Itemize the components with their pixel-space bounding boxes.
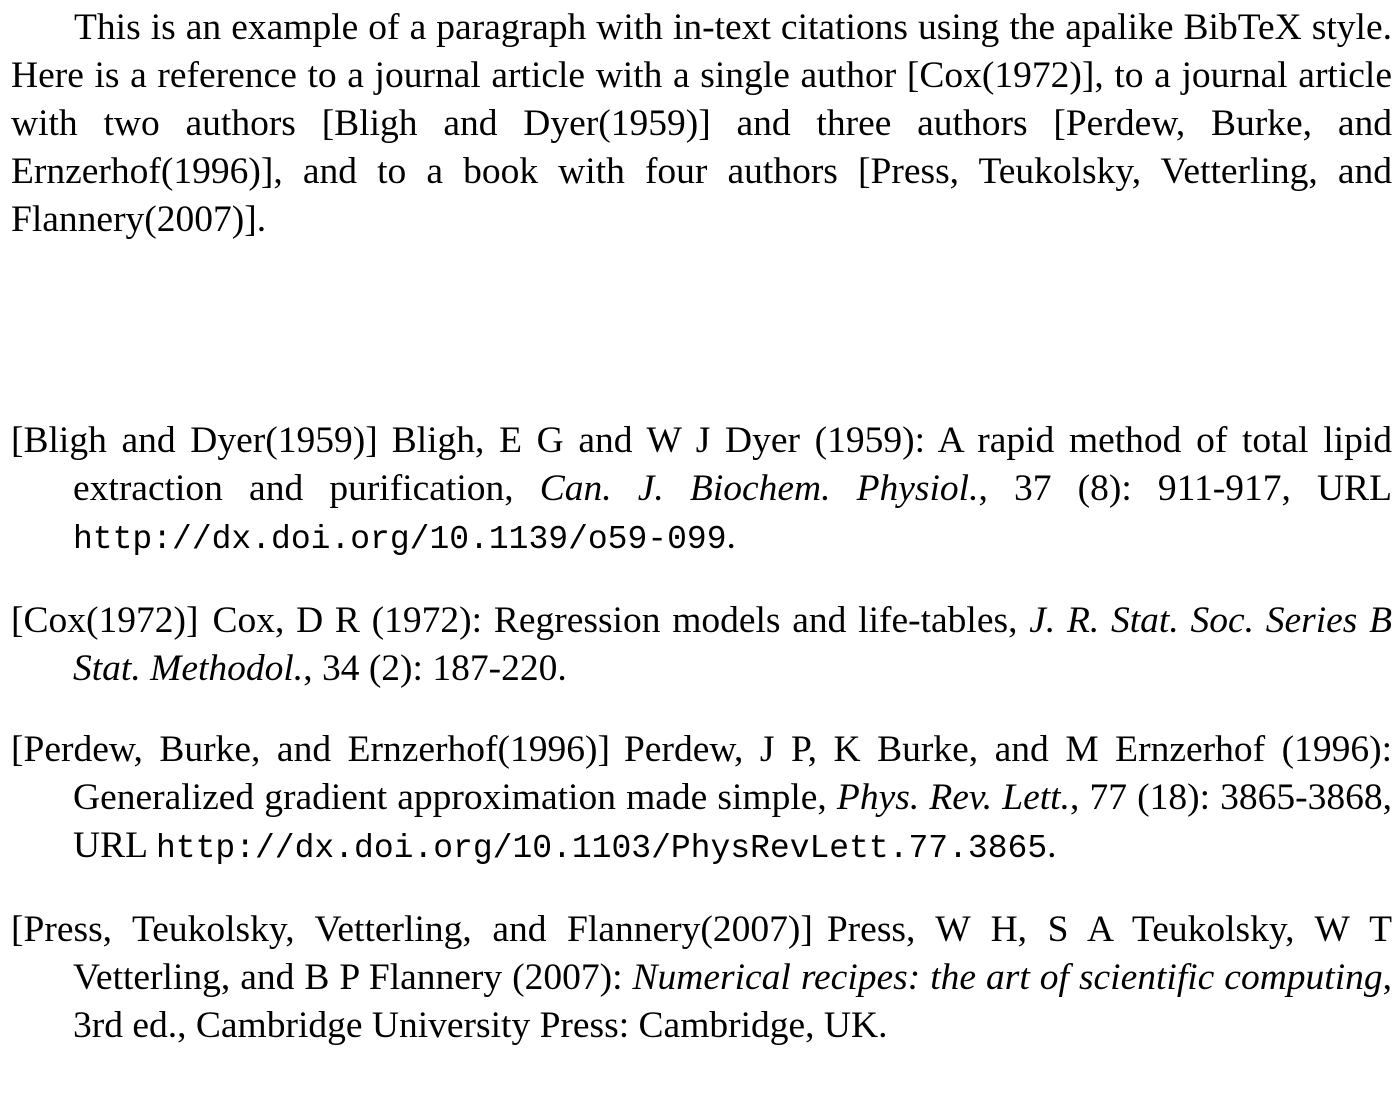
reference-url-link[interactable]: http://dx.doi.org/10.1139/o59-099 <box>73 521 727 558</box>
reference-bligh-dyer <box>11 417 1392 564</box>
reference-label: [Bligh and Dyer(1959)] <box>11 420 378 461</box>
bibliography <box>11 417 1392 1083</box>
reference-label: [Press, Teukolsky, Vetterling, and Flannery(2007)] <box>11 909 813 950</box>
reference-perdew <box>11 726 1392 873</box>
reference-label: [Cox(1972)] <box>11 600 199 641</box>
reference-title: Regression models and life-tables, <box>493 600 1030 641</box>
paragraph-text: . <box>256 199 267 240</box>
citation-cox[interactable]: [Cox(1972)] <box>906 55 1095 96</box>
reference-journal: Phys. Rev. Lett. <box>836 777 1070 818</box>
reference-details: , 77 (18): 3865-3868, URL <box>73 777 1392 866</box>
citation-bligh-dyer[interactable]: [Bligh and Dyer(1959)] <box>321 103 711 144</box>
reference-url-link[interactable]: http://dx.doi.org/10.1103/PhysRevLett.77.3865 <box>155 830 1048 867</box>
reference-end: . <box>1047 825 1057 866</box>
reference-authors: Perdew, J P, K Burke, and M Ernzerhof (1996): <box>623 729 1392 770</box>
reference-cox <box>11 597 1392 693</box>
citation-press[interactable]: [Press, Teukolsky, Vetterling, and Flannery(2007)] <box>11 151 1392 240</box>
reference-journal: Can. J. Biochem. Physiol. <box>539 468 979 509</box>
paragraph-text: , and to a book with four authors <box>273 151 858 192</box>
reference-details: , 3rd ed., Cambridge University Press: Cambridge, UK. <box>73 957 1392 1046</box>
reference-press <box>11 906 1392 1050</box>
reference-title: A rapid method of total lipid extraction and purification, <box>73 420 1392 509</box>
reference-authors: Cox, D R (1972): <box>212 600 494 641</box>
citation-perdew[interactable]: [Perdew, Burke, and Ernzerhof(1996)] <box>11 103 1392 192</box>
reference-end: . <box>726 516 736 557</box>
paragraph-text: and three authors <box>710 103 1054 144</box>
paragraph-text: This is an example of a paragraph with in-text citations using the apalike BibTeX style. Here is a reference to a journal article with a single author <box>11 7 1392 96</box>
reference-details: , 34 (2): 187-220. <box>303 648 567 689</box>
reference-title: Generalized gradient approximation made simple, <box>73 777 837 818</box>
body-paragraph <box>11 4 1392 244</box>
reference-label: [Perdew, Burke, and Ernzerhof(1996)] <box>11 729 610 770</box>
reference-authors: Press, W H, S A Teukolsky, W T Vetterling, and B P Flannery (2007): <box>73 909 1392 998</box>
paragraph-text: , to a journal article with two authors <box>11 55 1392 144</box>
reference-journal: J. R. Stat. Soc. Series B Stat. Methodol. <box>73 600 1392 689</box>
reference-details: , 37 (8): 911-917, URL <box>978 468 1392 509</box>
reference-title: Numerical recipes: the art of scientific computing <box>632 957 1383 998</box>
reference-authors: Bligh, E G and W J Dyer (1959): <box>391 420 938 461</box>
